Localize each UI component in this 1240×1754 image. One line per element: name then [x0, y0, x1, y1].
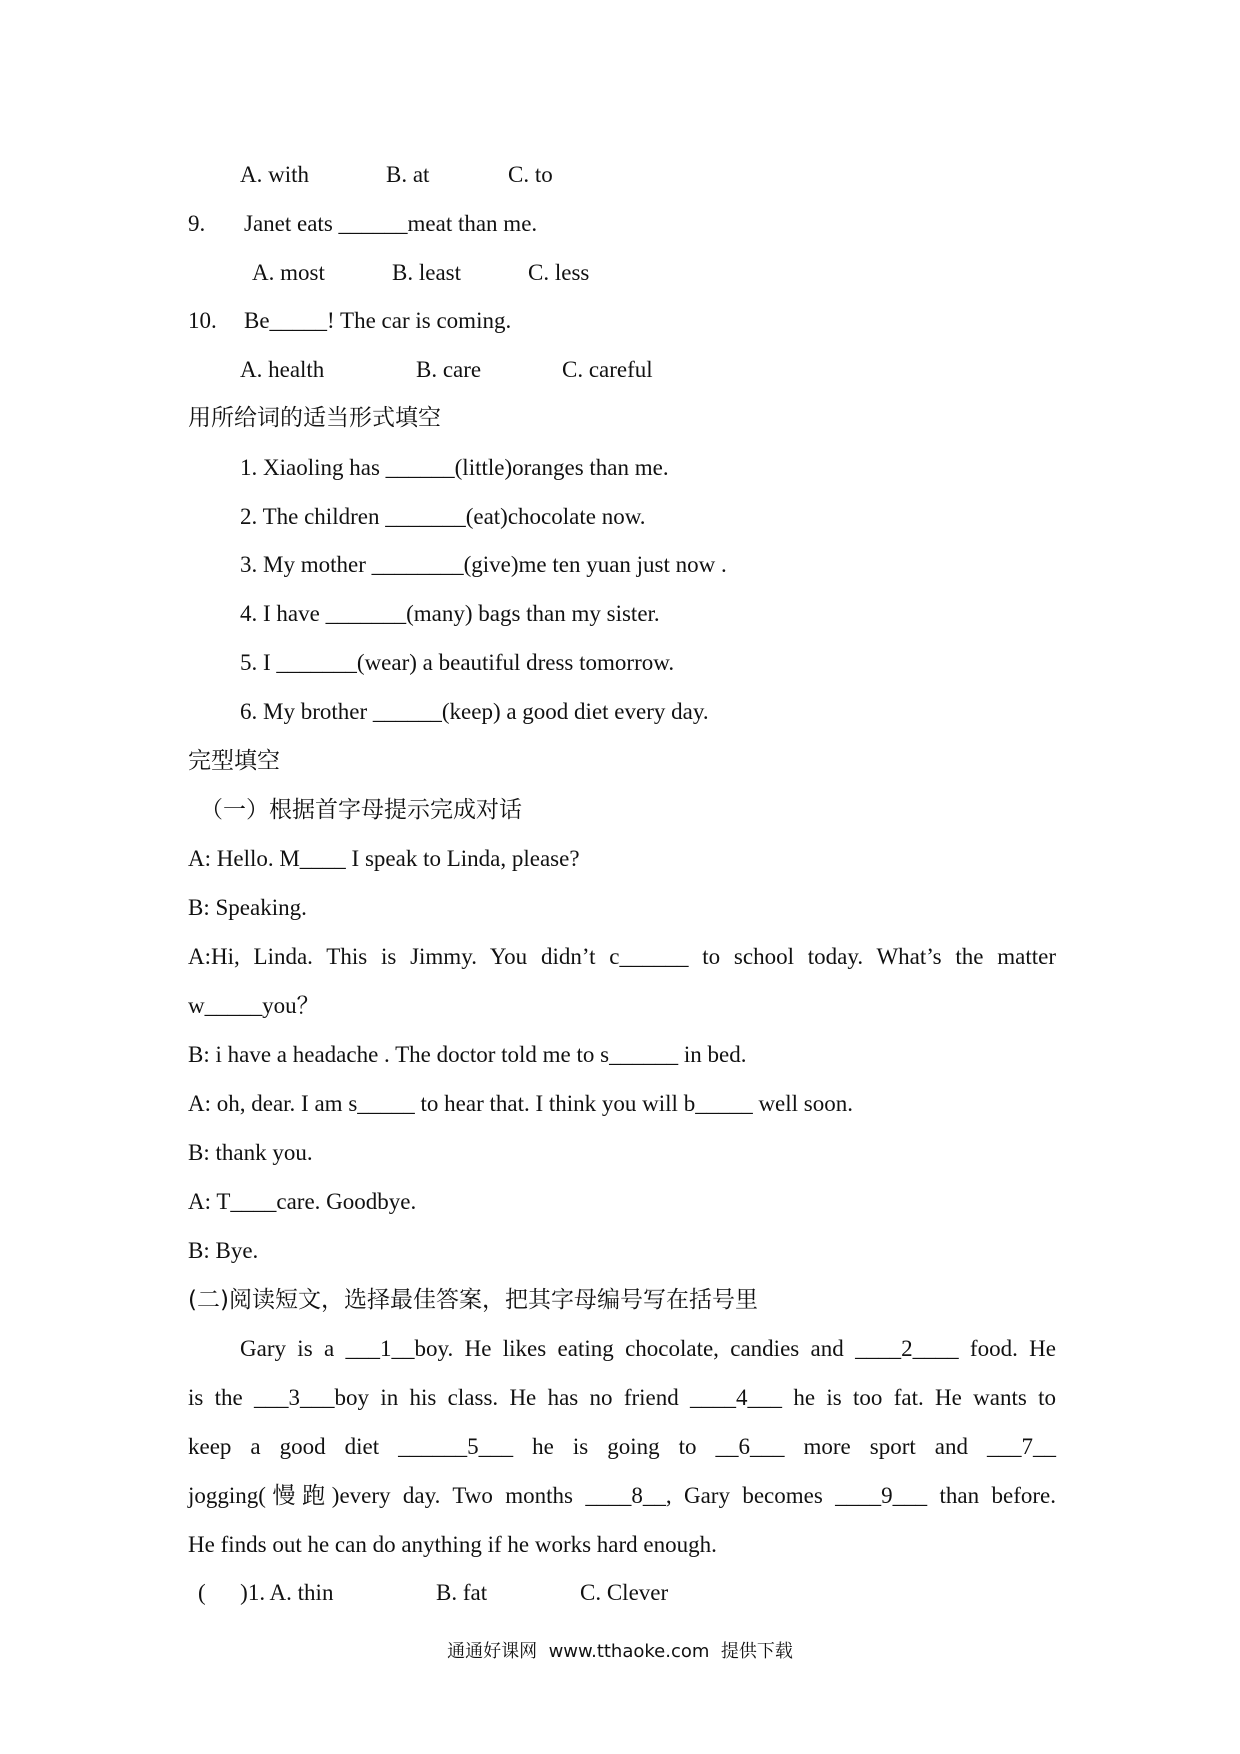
word-form-item-1: 1. Xiaoling has ______(little)oranges than me.: [240, 455, 669, 480]
q9-option-c: C. less: [528, 260, 590, 285]
passage-line-2: is the ___3___boy in his class. He has no friend ____4___ he is too fat. He wants to: [188, 1385, 1056, 1410]
cloze-heading: 完型填空: [188, 748, 280, 774]
dialogue-line-1: A: Hello. M____ I speak to Linda, please?: [188, 846, 580, 871]
q9-number: 9.: [188, 211, 206, 236]
passage-line-4: jogging(慢跑)every day. Two months ____8__, Gary becomes ____9___ than before.: [188, 1483, 1056, 1508]
passage-line-3: keep a good diet ______5___ he is going to __6___ more sport and ___7__: [188, 1434, 1056, 1459]
q9-option-a: A. most: [252, 260, 325, 285]
cloze-q1-prefix: ( )1. A. thin: [198, 1580, 334, 1605]
word-form-item-6: 6. My brother ______(keep) a good diet every day.: [240, 699, 709, 724]
dialogue-line-8: A: T____care. Goodbye.: [188, 1189, 417, 1214]
q9-stem: Janet eats ______meat than me.: [244, 211, 538, 236]
passage-line-1: Gary is a ___1__boy. He likes eating chocolate, candies and ____2____ food. He: [240, 1336, 1056, 1361]
page-footer: 通通好课网 www.tthaoke.com 提供下载: [447, 1641, 793, 1662]
dialogue-line-3: A:Hi, Linda. This is Jimmy. You didn’t c______ to school today. What’s the matter: [188, 944, 1056, 969]
word-form-item-3: 3. My mother ________(give)me ten yuan just now .: [240, 552, 727, 577]
q8-option-b: B. at: [386, 162, 430, 187]
word-form-heading: 用所给词的适当形式填空: [188, 405, 441, 431]
q10-stem: Be_____! The car is coming.: [244, 308, 512, 333]
dialogue-line-2: B: Speaking.: [188, 895, 307, 920]
q9-option-b: B. least: [392, 260, 461, 285]
q8-option-c: C. to: [508, 162, 553, 187]
dialogue-line-5: B: i have a headache . The doctor told me to s______ in bed.: [188, 1042, 747, 1067]
dialogue-line-7: B: thank you.: [188, 1140, 313, 1165]
word-form-item-2: 2. The children _______(eat)chocolate now.: [240, 504, 646, 529]
dialogue-line-6: A: oh, dear. I am s_____ to hear that. I think you will b_____ well soon.: [188, 1091, 853, 1116]
dialogue-line-9: B: Bye.: [188, 1238, 259, 1263]
word-form-item-5: 5. I _______(wear) a beautiful dress tomorrow.: [240, 650, 675, 675]
q10-option-a: A. health: [240, 357, 325, 382]
q8-option-a: A. with: [240, 162, 309, 187]
q10-option-c: C. careful: [562, 357, 653, 382]
q10-number: 10.: [188, 308, 217, 333]
cloze-q1-option-b: B. fat: [436, 1580, 488, 1605]
cloze-part2-heading: (二)阅读短文，选择最佳答案，把其字母编号写在括号里: [188, 1287, 758, 1313]
dialogue-line-4: w_____you？: [188, 993, 320, 1018]
passage-line-5: He finds out he can do anything if he works hard enough.: [188, 1532, 717, 1557]
cloze-q1-option-c: C. Clever: [580, 1580, 669, 1605]
cloze-part1-heading: （一）根据首字母提示完成对话: [200, 797, 522, 823]
q10-option-b: B. care: [416, 357, 482, 382]
word-form-item-4: 4. I have _______(many) bags than my sister.: [240, 601, 660, 626]
